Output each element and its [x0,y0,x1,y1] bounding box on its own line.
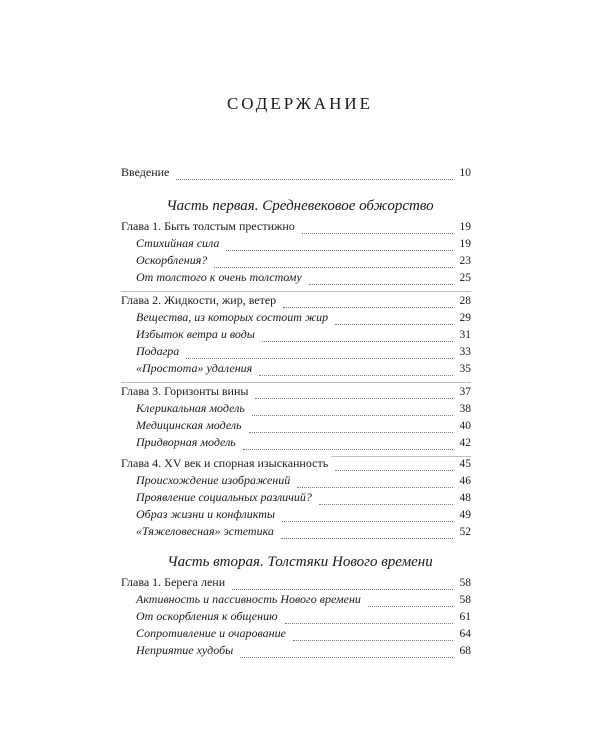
toc-entry-label: Клерикальная модель [136,401,248,416]
dot-leader [262,340,453,342]
toc-page-number: 52 [459,526,471,538]
toc-page-number: 45 [459,458,471,470]
toc-section[interactable] [136,361,471,381]
dot-leader [285,622,453,624]
toc-entry-label: Глава 2. Жидкости, жир, ветер [121,293,279,308]
toc-page-number: 61 [459,611,471,623]
dot-leader [214,266,453,268]
toc-entry-label: Стихийная сила [136,236,222,251]
toc-entry-label: Введение [121,165,172,180]
dot-leader [252,414,453,416]
dot-leader [335,323,453,325]
toc-entry-label: Глава 4. XV век и спорная изысканность [121,456,331,471]
toc-entry-label: Избыток ветра и воды [136,327,258,342]
toc-page-number: 19 [459,221,471,233]
toc-entry-label: Подагра [136,344,182,359]
toc-page-number: 38 [459,403,471,415]
toc-entry-label: Глава 1. Быть толстым престижно [121,219,298,234]
toc-page-number: 49 [459,509,471,521]
toc-page-number: 37 [459,386,471,398]
toc-page-number: 64 [459,628,471,640]
toc-entry-label: Активность и пассивность Нового времени [136,592,364,607]
toc-page-number: 10 [459,167,471,179]
toc-entry-label: «Простота» удаления [136,361,255,376]
toc-entry-label: Проявление социальных различий? [136,490,315,505]
toc-page-number: 28 [459,295,471,307]
dot-leader [309,283,453,285]
dot-leader [232,588,453,590]
toc-page-number: 58 [459,594,471,606]
dot-leader [293,639,453,641]
dot-leader [302,232,453,234]
dot-leader [259,374,453,376]
toc-entry-label: Образ жизни и конфликты [136,507,278,522]
dot-leader [282,520,453,522]
dot-leader [249,431,453,433]
toc-entry-label: Медицинская модель [136,418,245,433]
dot-leader [255,397,453,399]
toc-section[interactable] [136,524,471,544]
toc-page-number: 23 [459,255,471,267]
toc-page-number: 58 [459,577,471,589]
toc-entry-label: От толстого к очень толстому [136,270,305,285]
toc-page-number: 68 [459,645,471,657]
toc-entry-label: Глава 1. Берега лени [121,575,228,590]
dot-leader [176,178,453,180]
dot-leader [335,469,453,471]
dot-leader [226,249,453,251]
dot-leader [240,656,453,658]
toc-page-number: 42 [459,437,471,449]
toc-entry-label: Сопротивление и очарование [136,626,289,641]
toc-page-number: 33 [459,346,471,358]
toc-section[interactable] [136,643,471,663]
toc-entry-label: Неприятие худобы [136,643,236,658]
toc-page-number: 35 [459,363,471,375]
toc-page-number: 40 [459,420,471,432]
dot-leader [186,357,453,359]
dot-leader [283,306,453,308]
toc-entry-label: «Тяжеловесная» эстетика [136,524,277,539]
toc-entry-intro[interactable] [121,165,471,185]
dot-leader [281,537,453,539]
toc-section[interactable] [136,435,471,455]
dot-leader [297,486,453,488]
toc-entry-label: Оскорбления? [136,253,210,268]
toc-page-number: 19 [459,238,471,250]
toc-page-number: 46 [459,475,471,487]
toc-page-number: 31 [459,329,471,341]
dot-leader [243,448,453,450]
dot-leader [368,605,453,607]
chapter-divider [121,291,471,292]
toc-entry-label: Вещества, из которых состоит жир [136,310,331,325]
toc-title: СОДЕРЖАНИЕ [226,94,374,113]
toc-page-number: 48 [459,492,471,504]
toc-entry-label: Происхождение изображений [136,473,293,488]
toc-page-number: 25 [459,272,471,284]
toc-entry-label: Глава 3. Горизонты вины [121,384,251,399]
toc-entry-label: От оскорбления к общению [136,609,281,624]
toc-section[interactable] [136,270,471,290]
part-heading: Часть вторая. Толстяки Нового времени [167,554,433,570]
chapter-divider [121,382,471,383]
dot-leader [319,503,453,505]
toc-entry-label: Придворная модель [136,435,239,450]
part-heading: Часть первая. Средневековое обжорство [166,198,434,214]
toc-page-number: 29 [459,312,471,324]
